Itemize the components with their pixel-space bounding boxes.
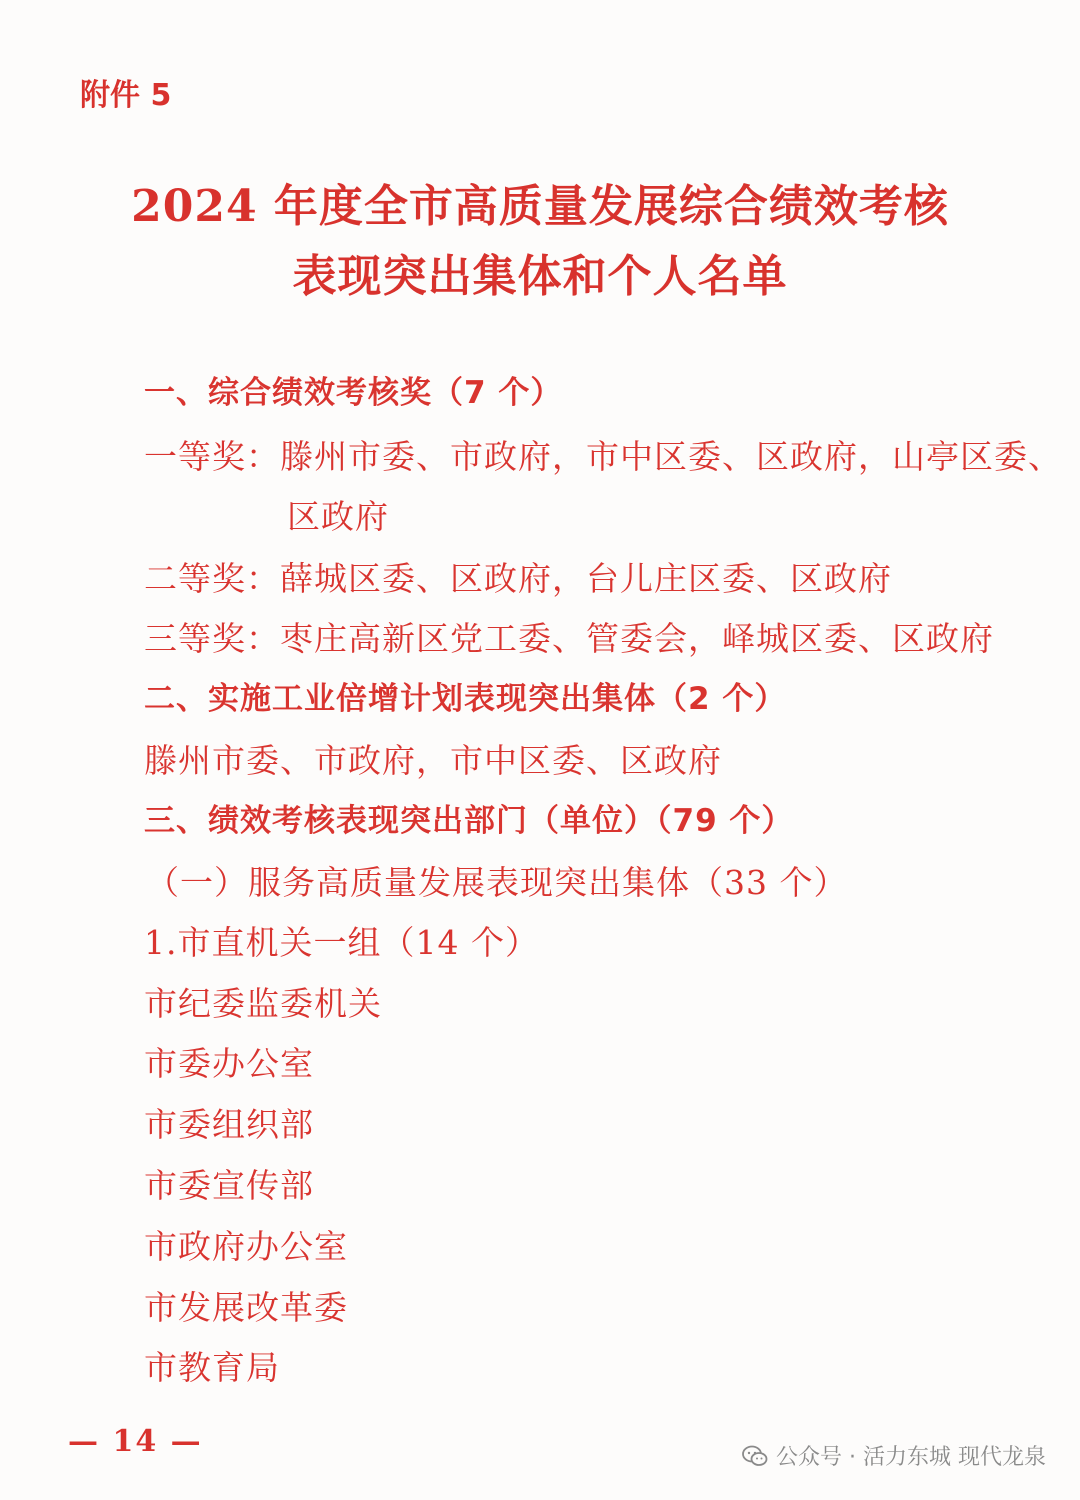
list-item: 市政府办公室 — [144, 1227, 348, 1266]
list-item: 市教育局 — [144, 1348, 280, 1387]
wechat-icon — [742, 1445, 768, 1467]
section3-heading: 三、绩效考核表现突出部门（单位）（79 个） — [144, 803, 794, 839]
first-prize-row — [144, 437, 1062, 476]
page-number: — 14 — — [68, 1424, 203, 1459]
list-item: 市委办公室 — [144, 1044, 314, 1083]
section1-heading: 一、综合绩效考核奖（7 个） — [144, 375, 563, 411]
first-prize-label: 一等奖： — [144, 437, 280, 476]
section2-text: 滕州市委、市政府，市中区委、区政府 — [144, 741, 722, 780]
third-prize-text: 枣庄高新区党工委、管委会，峄城区委、区政府 — [280, 619, 994, 658]
list-item: 市纪委监委机关 — [144, 984, 382, 1023]
watermark-text: 公众号 · 活力东城 现代龙泉 — [776, 1445, 1046, 1470]
wechat-watermark — [742, 1440, 1046, 1471]
attachment-label: 附件 5 — [80, 78, 172, 113]
third-prize-row — [144, 619, 994, 658]
list-item: 市委组织部 — [144, 1105, 314, 1144]
document-title-line1: 2024 年度全市高质量发展综合绩效考核 — [131, 181, 949, 232]
section3-subheading: （一）服务高质量发展表现突出集体（33 个） — [146, 863, 848, 902]
second-prize-label: 二等奖： — [144, 559, 280, 598]
second-prize-text: 薛城区委、区政府，台儿庄区委、区政府 — [280, 559, 892, 598]
second-prize-row — [144, 559, 892, 598]
third-prize-label: 三等奖： — [144, 619, 280, 658]
group-heading: 1.市直机关一组（14 个） — [144, 923, 539, 962]
list-item: 市委宣传部 — [144, 1166, 314, 1205]
list-item: 市发展改革委 — [144, 1288, 348, 1327]
first-prize-text: 滕州市委、市政府，市中区委、区政府，山亭区委、 — [280, 437, 1062, 476]
first-prize-text-continued: 区政府 — [287, 497, 389, 536]
document-title-line2: 表现突出集体和个人名单 — [292, 251, 788, 302]
section2-heading: 二、实施工业倍增计划表现突出集体（2 个） — [144, 681, 787, 717]
